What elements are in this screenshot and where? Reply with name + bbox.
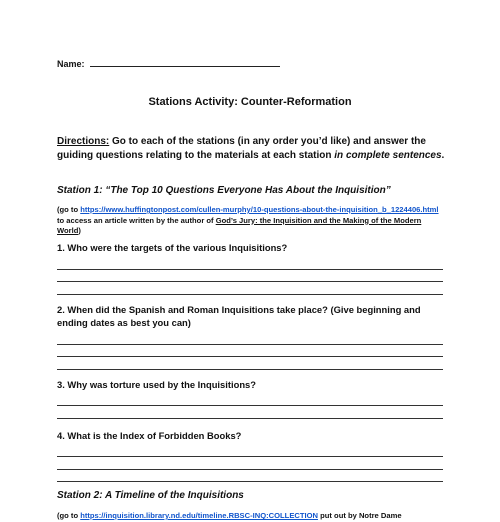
question-2: 2. When did the Spanish and Roman Inquisitions take place? (Give beginning and ending dates as best you can) (57, 304, 421, 328)
station-1-book-title: God’s Jury: the Inquisition and the Making of the Modern World (57, 215, 422, 235)
station-1-heading: Station 1: “The Top 10 Questions Everyone Has About the Inquisition” (57, 185, 391, 196)
answer-line[interactable] (57, 269, 443, 270)
page-title: Stations Activity: Counter-Reformation (148, 96, 352, 108)
station-1-note (57, 205, 447, 237)
directions-label: Directions: (57, 136, 110, 147)
name-field-line[interactable] (90, 66, 280, 67)
answer-line[interactable] (57, 469, 443, 470)
answer-line[interactable] (57, 481, 443, 482)
station-2-heading: Station 2: A Timeline of the Inquisitions (57, 490, 244, 501)
directions (57, 135, 447, 163)
station-2-note-prefix: (go to (57, 511, 79, 520)
answer-line[interactable] (57, 405, 443, 406)
answer-line[interactable] (57, 456, 443, 457)
question-4: 4. What is the Index of Forbidden Books? (57, 430, 242, 441)
directions-text: Go to each of the stations (in any order you’d like) and answer the guiding questions relating to the materials at each station (57, 136, 426, 161)
name-label: Name: (57, 59, 85, 69)
station-1-link[interactable]: https://www.huffingtonpost.com/cullen-murphy/10-questions-about-the-inquisition_b_1224406.html (80, 205, 439, 214)
question-3: 3. Why was torture used by the Inquisitions? (57, 379, 256, 390)
station-1-note-prefix: (go to (57, 205, 79, 214)
answer-line[interactable] (57, 281, 443, 282)
answer-line[interactable] (57, 344, 443, 345)
directions-emphasis: in complete sentences (334, 150, 442, 161)
directions-end: . (441, 150, 445, 161)
answer-line[interactable] (57, 418, 443, 419)
station-2-link[interactable]: https://inquisition.library.nd.edu/timeline.RBSC-INQ:COLLECTION (80, 511, 319, 520)
question-1: 1. Who were the targets of the various Inquisitions? (57, 242, 288, 253)
answer-line[interactable] (57, 369, 443, 370)
station-2-note-end: put out by Notre Dame (320, 511, 402, 520)
station-1-note-mid: to access an article written by the author of (57, 215, 214, 225)
answer-line[interactable] (57, 294, 443, 295)
answer-line[interactable] (57, 356, 443, 357)
station-1-note-end: ) (78, 226, 81, 235)
